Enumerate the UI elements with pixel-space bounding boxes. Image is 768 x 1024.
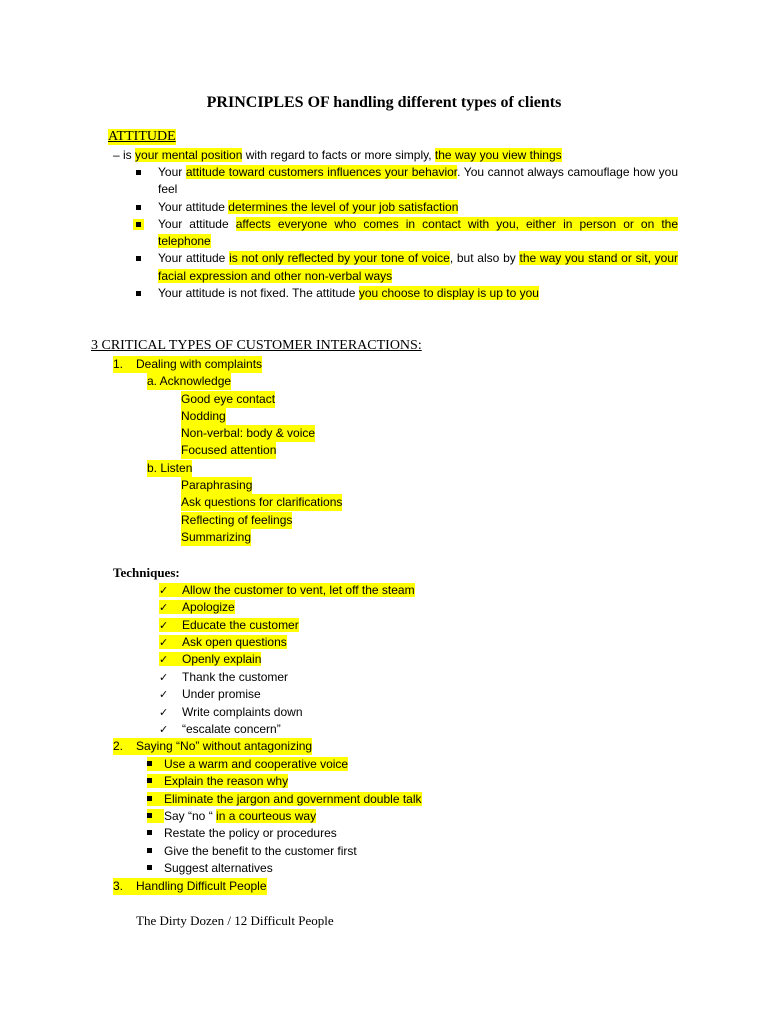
- intro-highlight-2: the way you view things: [434, 148, 562, 162]
- dirty-dozen-line: The Dirty Dozen / 12 Difficult People: [136, 913, 334, 928]
- critical-interactions-heading: 3 CRITICAL TYPES OF CUSTOMER INTERACTIONS:: [91, 338, 422, 353]
- square-bullet-icon: [136, 222, 141, 227]
- item-text: Explain the reason why: [164, 774, 289, 788]
- list-item: Reflecting of feelings: [181, 513, 293, 527]
- item-2-heading: [113, 738, 312, 755]
- attitude-heading: ATTITUDE: [108, 129, 176, 144]
- list-item: [159, 634, 287, 651]
- list-item: [159, 669, 288, 686]
- bullet-highlight: the way you stand or sit, your facial expression and other non-verbal ways: [158, 251, 679, 283]
- bullet-highlight: attitude toward customers influences your behavior: [185, 165, 458, 179]
- checkmark-icon: ✓: [159, 671, 169, 684]
- item-label: Dealing with complaints: [136, 357, 263, 371]
- intro-highlight-1: your mental position: [135, 148, 243, 162]
- list-item: Focused attention: [181, 443, 277, 457]
- technique-text: Openly explain: [182, 652, 262, 666]
- item-text: Use a warm and cooperative voice: [164, 757, 349, 771]
- list-item: [147, 808, 316, 825]
- item-text: Give the benefit to the customer first: [164, 844, 357, 858]
- square-bullet-icon: [147, 796, 152, 801]
- list-item: [159, 617, 299, 634]
- bullet-text: Your attitude: [158, 199, 229, 214]
- page-title: PRINCIPLES OF handling different types of clients: [206, 94, 562, 111]
- bullet-highlight: affects everyone who comes in contact with you, either in person or on the telephone: [158, 216, 679, 249]
- bullet-text: Your attitude: [158, 216, 236, 231]
- square-bullet-icon: [136, 291, 141, 296]
- checkmark-icon: ✓: [159, 653, 169, 666]
- list-item: [147, 843, 357, 860]
- square-bullet-icon: [147, 778, 152, 783]
- item-number: 1.: [113, 357, 124, 371]
- list-item: [147, 791, 422, 808]
- checkmark-icon: ✓: [159, 584, 169, 597]
- item-text: Eliminate the jargon and government double talk: [164, 792, 422, 806]
- square-bullet-icon: [147, 761, 152, 766]
- list-item: [159, 651, 261, 668]
- checkmark-icon: ✓: [159, 723, 169, 736]
- bullet-text: . You cannot always camouflage how you feel: [158, 165, 678, 197]
- item-text: Say “no “: [164, 809, 217, 823]
- square-bullet-icon: [147, 830, 152, 835]
- bullet-text: , but also by: [449, 251, 520, 266]
- techniques-label: Techniques:: [113, 565, 180, 580]
- square-bullet-icon: [147, 813, 152, 818]
- checkmark-icon: ✓: [159, 688, 169, 701]
- list-item: Good eye contact: [181, 392, 276, 406]
- item-text: Restate the policy or procedures: [164, 826, 337, 840]
- list-item: Nodding: [181, 409, 226, 423]
- checkmark-icon: ✓: [159, 601, 169, 614]
- checkmark-icon: ✓: [159, 706, 169, 719]
- list-item: Summarizing: [181, 530, 252, 544]
- technique-text: Apologize: [182, 600, 235, 614]
- list-item: Ask questions for clarifications: [181, 495, 343, 509]
- sub-item-listen: b. Listen: [147, 461, 193, 475]
- list-item: [147, 825, 337, 842]
- technique-text: Write complaints down: [182, 705, 303, 719]
- list-item: [159, 686, 261, 703]
- checkmark-icon: ✓: [159, 619, 169, 632]
- list-item: [147, 773, 288, 790]
- list-item: [147, 860, 273, 877]
- square-bullet-icon: [136, 170, 141, 175]
- list-item: [133, 285, 678, 302]
- list-item: [133, 250, 678, 285]
- list-item: [159, 582, 415, 599]
- sub-item-acknowledge: a. Acknowledge: [147, 374, 232, 388]
- bullet-highlight: determines the level of your job satisfaction: [228, 199, 459, 214]
- technique-text: Ask open questions: [182, 635, 287, 649]
- bullet-highlight: is not only reflected by your tone of voice: [229, 251, 450, 266]
- intro-middle: with regard to facts or more simply,: [242, 148, 435, 162]
- list-item: [159, 721, 281, 738]
- attitude-intro: [113, 147, 562, 164]
- square-bullet-icon: [136, 205, 141, 210]
- technique-text: “escalate concern”: [182, 722, 281, 736]
- item-3-heading: [113, 878, 267, 895]
- list-item: [133, 216, 678, 251]
- item-highlight: in a courteous way: [216, 809, 317, 823]
- item-number: 2.: [113, 739, 124, 753]
- technique-text: Thank the customer: [182, 670, 289, 684]
- item-text: Suggest alternatives: [164, 861, 273, 875]
- item-number: 3.: [113, 879, 124, 893]
- attitude-bullet-list: [133, 164, 678, 302]
- list-item: [133, 199, 678, 216]
- item-label: Handling Difficult People: [136, 879, 267, 893]
- square-bullet-icon: [147, 865, 152, 870]
- list-item: [159, 704, 303, 721]
- technique-text: Under promise: [182, 687, 261, 701]
- bullet-text: Your attitude: [158, 251, 230, 266]
- list-item: Paraphrasing: [181, 478, 253, 492]
- square-bullet-icon: [136, 256, 141, 261]
- list-item: [133, 164, 678, 199]
- bullet-text: Your: [158, 165, 186, 179]
- bullet-highlight: you choose to display is up to you: [358, 286, 539, 301]
- checkmark-icon: ✓: [159, 636, 169, 649]
- list-item: [147, 756, 348, 773]
- technique-text: Educate the customer: [182, 618, 299, 632]
- list-item: Non-verbal: body & voice: [181, 426, 316, 440]
- intro-prefix: – is: [113, 148, 136, 162]
- item-label: Saying “No” without antagonizing: [136, 739, 313, 753]
- technique-text: Allow the customer to vent, let off the steam: [182, 583, 415, 597]
- list-item: [159, 599, 235, 616]
- square-bullet-icon: [147, 848, 152, 853]
- item-1-heading: [113, 356, 262, 373]
- bullet-text: Your attitude is not fixed. The attitude: [158, 286, 359, 301]
